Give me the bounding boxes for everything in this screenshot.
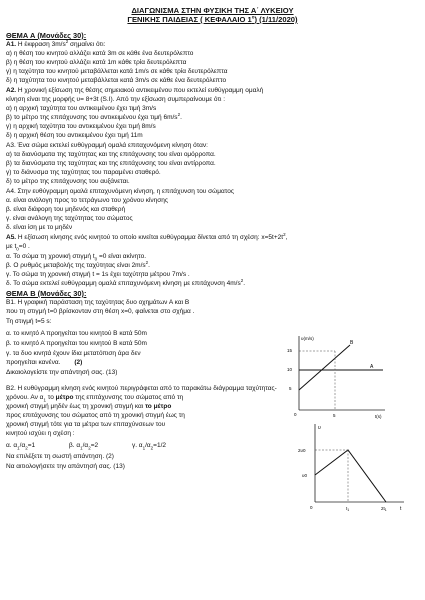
option-b1-c-cont: προηγείται κανένα. (2) [6,359,83,366]
select-answer-b2: Να επιλέξετε τη σωστή απάντηση. (2) [6,453,114,460]
option-a3-b: β) τα διανύσματα της ταχύτητας και της επιτάχυνσης του είναι αντίρροπα. [6,160,216,167]
graph-b2-xtick-2t1: $2t_1$ [381,506,387,512]
graph-b2-ytick-2v0: 2υ0 [298,448,306,453]
question-a4: Α4. Στην ευθύγραμμη ομαλά επιταχυνόμενη κίνηση, η επιτάχυνση του σώματος [6,188,234,195]
graph-b1-ylabel: υ(m/s) [301,336,314,341]
graph-b2-ytick-v0: υ0 [302,473,307,478]
section-a-title: ΘΕΜΑ Α (Μονάδες 30): [6,31,87,40]
graph-b1-xtick-5: 5 [333,413,336,418]
option-b1-a: α. το κινητό Α προηγείται του κινητού Β κατά 50m [6,330,147,337]
justify-b2: Να αιτιολογήσετε την απάντησή σας. (13) [6,463,125,470]
graph-b2-origin: 0 [310,505,313,510]
question-b2-line6: κινητού ισχύει η σχέση : [6,430,75,437]
graph-b1-origin: 0 [294,412,297,417]
option-a3-a: α) τα διανύσματα της ταχύτητας και της επιτάχυνσης του είναι ομόρροπα. [6,151,216,158]
section-b-title: ΘΕΜΑ Β (Μονάδες 30): [6,289,87,298]
graph-b1-ytick-15: 15 [287,348,293,353]
option-a5-c: γ. Το σώμα τη χρονική στιγμή t = 1s έχει ταχύτητα μέτρου 7m/s . [6,271,190,278]
graph-b2-xtick-t1: $t_1$ [346,506,350,512]
question-a2-line2: κίνηση είναι της μορφής υ= 8+3t (S.I). Από την εξίσωση συμπεραίνουμε ότι : [6,96,226,103]
graph-b2-ylabel: υ [318,425,321,431]
question-b1-line3: Τη στιγμή t=5 s: [6,318,52,325]
question-a3: Α3. Ένα σώμα εκτελεί ευθύγραμμή ομαλά επιταχυνόμενη κίνηση όταν: [6,142,208,149]
question-b2-line2: χρόνου. Αν $\alpha_1$ το μέτρο της επιτάχυνσης του σώματος από τη [6,394,184,403]
question-a2: Α2. Η χρονική εξίσωση της θέσης σημειακού αντικειμένου που εκτελεί ευθύγραμμη ομαλή [6,87,264,94]
question-a5-line2: με $t_0=0$ . [6,243,30,252]
option-a3-d: δ) το μέτρο της επιτάχυνσης του αυξάνεται. [6,178,130,185]
header-title: ΔΙΑΓΩΝΙΣΜΑ ΣΤΗΝ ΦΥΣΙΚΗ ΤΗΣ Α΄ ΛΥΚΕΙΟΥ [131,6,294,15]
option-a1-b: β) η θέση του κινητού αλλάζει κατά 1m κάθε τρία δευτερόλεπτα [6,59,187,66]
question-b2-line5: χρονική στιγμή τότε για τα μέτρα των επιταχύνσεων του [6,421,166,428]
options-b2: α. $\alpha_1/\alpha_2=1$ β. $\alpha_1/\alpha_2=2$ γ. $\alpha_1/\alpha_2=1/2$ [6,442,167,451]
option-a2-a: α) η αρχική ταχύτητα του αντικειμένου έχει τιμή 3m/s [6,105,157,112]
question-a1: Α1. Η έκφραση $3m/s^2$ σημαίνει ότι: [6,38,106,48]
option-a4-c: γ. είναι ανάλογη της ταχύτητας του σώματος [6,215,133,222]
question-b1: Β1. Η γραφική παράσταση της ταχύτητας δυο οχημάτων Α και Β [6,299,190,306]
justify-b1: Δικαιολογείστε την απάντησή σας. (13) [6,369,118,376]
graph-b1-label-a: A [370,364,374,370]
option-a4-a: α. είναι ανάλογη προς το τετράγωνο του χρόνου κίνησης [6,197,169,204]
option-b1-b: β. το κινητό Α προηγείται του κινητού Β κατά 50m [6,340,147,347]
graph-b1-ytick-10: 10 [287,367,293,372]
question-a5: Α5. Η εξίσωση κίνησης ενός κινητού το οποίο κινείται ευθύγραμμα δίνεται από τη σχέση: $x=5t+2t^2$, [6,231,288,241]
question-b2: Β2. Η ευθύγραμμη κίνηση ενός κινητού περιγράφεται από το παρακάτω διάγραμμα ταχύτητας- [6,385,277,392]
option-a5-b: β. Ο ρυθμός μεταβολής της ταχύτητας είναι $2m/s^2$. [6,259,150,269]
option-b1-c: γ. τα δυο κινητά έχουν ίδια μετατόπιση άρα δεν [6,350,141,357]
option-a2-d: δ) η αρχική θέση του αντικειμένου έχει τιμή 11m [6,132,143,139]
option-a2-c: γ) η αρχική ταχύτητα του αντικειμένου έχει τιμή 8m/s [6,123,156,130]
option-a1-c: γ) η ταχύτητα του κινητού μεταβάλλεται κατά 1m/s σε κάθε τρία δευτερόλεπτα [6,68,228,75]
option-a2-b: β) το μέτρο της επιτάχυνσης του αντικειμένου έχει τιμή $6m/s^2$. [6,111,182,121]
question-b1-line2: που τη στιγμή t=0 βρίσκονταν στη θέση x=0, φαίνεται στο σχήμα . [6,308,195,315]
graph-b1-ytick-5: 5 [289,386,292,391]
graph-b1-label-b: B [350,340,354,346]
graph-b1-xlabel: t(s) [375,414,382,419]
option-a3-c: γ) το διάνυσμα της ταχύτητας του παραμένει σταθερό. [6,169,161,176]
question-b2-line4: προς επιτάχυνσης του σώματος από τη χρονική στιγμή έως τη [6,412,185,419]
header-subtitle: ΓΕΝΙΚΗΣ ΠΑΙΔΕΙΑΣ ( ΚΕΦΑΛΑΙΟ $1^o$) (1/11/2020) [127,14,298,24]
option-a1-d: δ) η ταχύτητα του κινητού μεταβάλλεται κατά 3m/s σε κάθε ένα δευτερόλεπτο [6,77,227,84]
option-a4-d: δ. είναι ίση με το μηδέν [6,224,73,231]
option-a4-b: β. είναι διάφορη του μηδενός και σταθερή [6,206,126,213]
option-a1-a: α) η θέση του κινητού αλλάζει κατά 3m σε κάθε ένα δευτερόλεπτο [6,50,194,57]
option-a5-d: δ. Το σώμα εκτελεί ευθύγραμμη ομαλά επιταχυνόμενη κίνηση με επιτάχυνση $4m/s^2$. [6,277,246,287]
question-b2-line3: χρονική στιγμή μηδέν έως τη χρονική στιγμή και το μέτρο [6,403,172,410]
graph-b2-xlabel: t [400,506,402,512]
velocity-graph-b2 [290,420,410,515]
option-a5-a: α. Το σώμα τη χρονική στιγμή $t_0 =0$ είναι ακίνητο. [6,253,147,262]
